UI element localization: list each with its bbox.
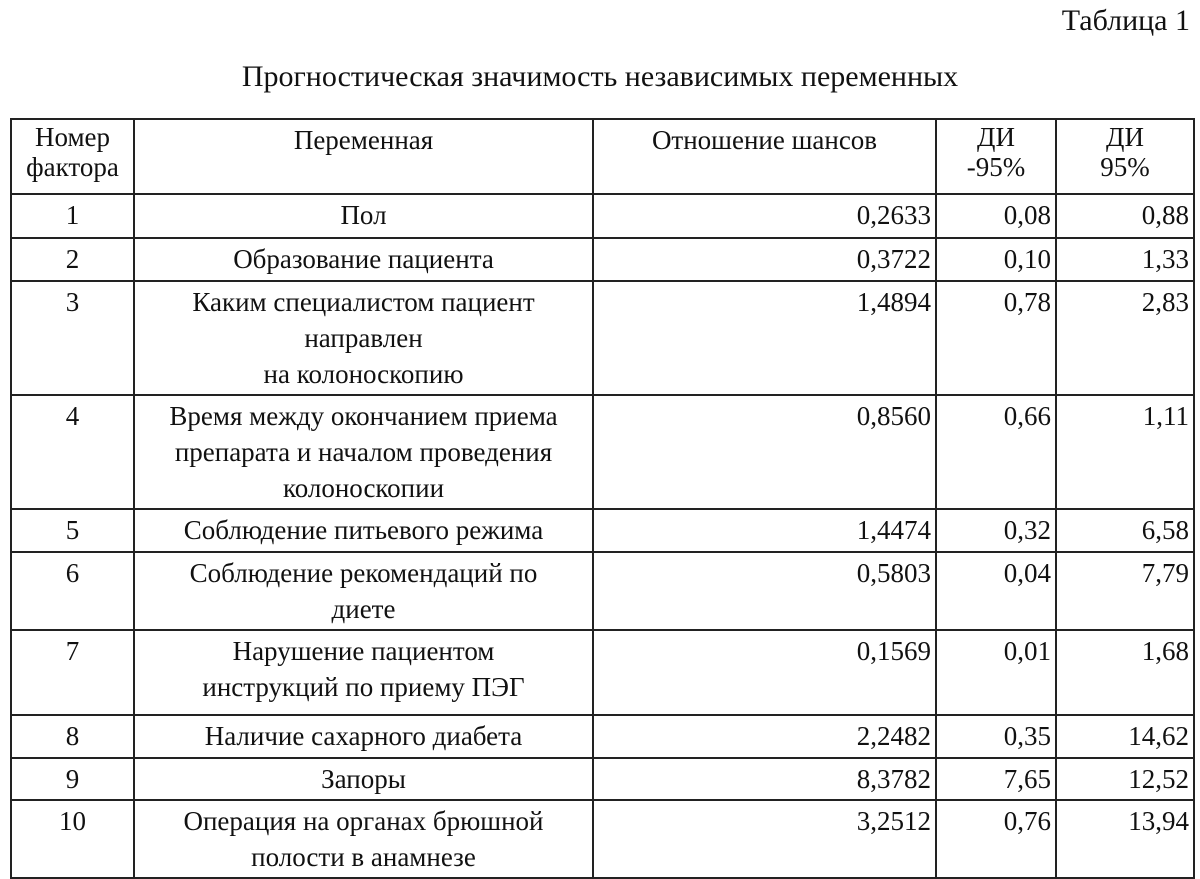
odds-ratio-cell: 3,2512: [593, 800, 936, 878]
odds-ratio-cell: 0,8560: [593, 395, 936, 509]
odds-ratio-table: [10, 118, 1195, 879]
ci-lower-cell: 0,08: [936, 194, 1056, 238]
table-row: [11, 715, 1194, 758]
ci-upper-cell: 2,83: [1056, 281, 1194, 395]
ci-upper-cell: 0,88: [1056, 194, 1194, 238]
factor-number-cell: 1: [11, 194, 134, 238]
odds-ratio-cell: 8,3782: [593, 758, 936, 800]
factor-number-cell: 4: [11, 395, 134, 509]
ci-lower-cell: 0,66: [936, 395, 1056, 509]
table-row: [11, 800, 1194, 878]
table-row: [11, 758, 1194, 800]
ci-lower-cell: 7,65: [936, 758, 1056, 800]
odds-ratio-cell: 0,1569: [593, 630, 936, 715]
factor-number-cell: 2: [11, 238, 134, 281]
table-row: [11, 395, 1194, 509]
factor-number-cell: 10: [11, 800, 134, 878]
variable-cell: Каким специалистом пациент направлен на колоноскопию: [134, 281, 593, 395]
ci-upper-cell: 7,79: [1056, 552, 1194, 630]
factor-number-cell: 8: [11, 715, 134, 758]
ci-lower-cell: 0,10: [936, 238, 1056, 281]
header-variable: Переменная: [134, 119, 593, 194]
ci-upper-cell: 13,94: [1056, 800, 1194, 878]
table-row: [11, 194, 1194, 238]
variable-cell: Запоры: [134, 758, 593, 800]
table-row: [11, 552, 1194, 630]
table-row: [11, 509, 1194, 552]
factor-number-cell: 9: [11, 758, 134, 800]
header-row: [11, 119, 1194, 194]
ci-upper-cell: 6,58: [1056, 509, 1194, 552]
variable-cell: Операция на органах брюшной полости в анамнезе: [134, 800, 593, 878]
ci-lower-cell: 0,78: [936, 281, 1056, 395]
ci-upper-cell: 1,33: [1056, 238, 1194, 281]
odds-ratio-cell: 1,4474: [593, 509, 936, 552]
ci-upper-cell: 1,11: [1056, 395, 1194, 509]
ci-upper-cell: 1,68: [1056, 630, 1194, 715]
odds-ratio-cell: 0,2633: [593, 194, 936, 238]
table-title: Прогностическая значимость независимых переменных: [241, 60, 959, 93]
odds-ratio-cell: 2,2482: [593, 715, 936, 758]
variable-cell: Время между окончанием приема препарата и началом проведения колоноскопии: [134, 395, 593, 509]
factor-number-cell: 5: [11, 509, 134, 552]
ci-lower-cell: 0,76: [936, 800, 1056, 878]
ci-upper-cell: 12,52: [1056, 758, 1194, 800]
variable-cell: Пол: [134, 194, 593, 238]
ci-lower-cell: 0,04: [936, 552, 1056, 630]
ci-lower-cell: 0,32: [936, 509, 1056, 552]
variable-cell: Соблюдение питьевого режима: [134, 509, 593, 552]
odds-ratio-cell: 0,3722: [593, 238, 936, 281]
header-ci-upper: ДИ 95%: [1056, 119, 1194, 194]
header-odds-ratio: Отношение шансов: [593, 119, 936, 194]
table-row: [11, 281, 1194, 395]
factor-number-cell: 7: [11, 630, 134, 715]
odds-ratio-cell: 1,4894: [593, 281, 936, 395]
variable-cell: Соблюдение рекомендаций по диете: [134, 552, 593, 630]
header-factor-number: Номер фактора: [11, 119, 134, 194]
ci-lower-cell: 0,01: [936, 630, 1056, 715]
ci-upper-cell: 14,62: [1056, 715, 1194, 758]
table-row: [11, 630, 1194, 715]
table-row: [11, 238, 1194, 281]
header-ci-lower: ДИ -95%: [936, 119, 1056, 194]
ci-lower-cell: 0,35: [936, 715, 1056, 758]
variable-cell: Наличие сахарного диабета: [134, 715, 593, 758]
odds-ratio-cell: 0,5803: [593, 552, 936, 630]
table-label: Таблица 1: [1061, 4, 1190, 37]
factor-number-cell: 3: [11, 281, 134, 395]
variable-cell: Образование пациента: [134, 238, 593, 281]
factor-number-cell: 6: [11, 552, 134, 630]
variable-cell: Нарушение пациентом инструкций по приему ПЭГ: [134, 630, 593, 715]
